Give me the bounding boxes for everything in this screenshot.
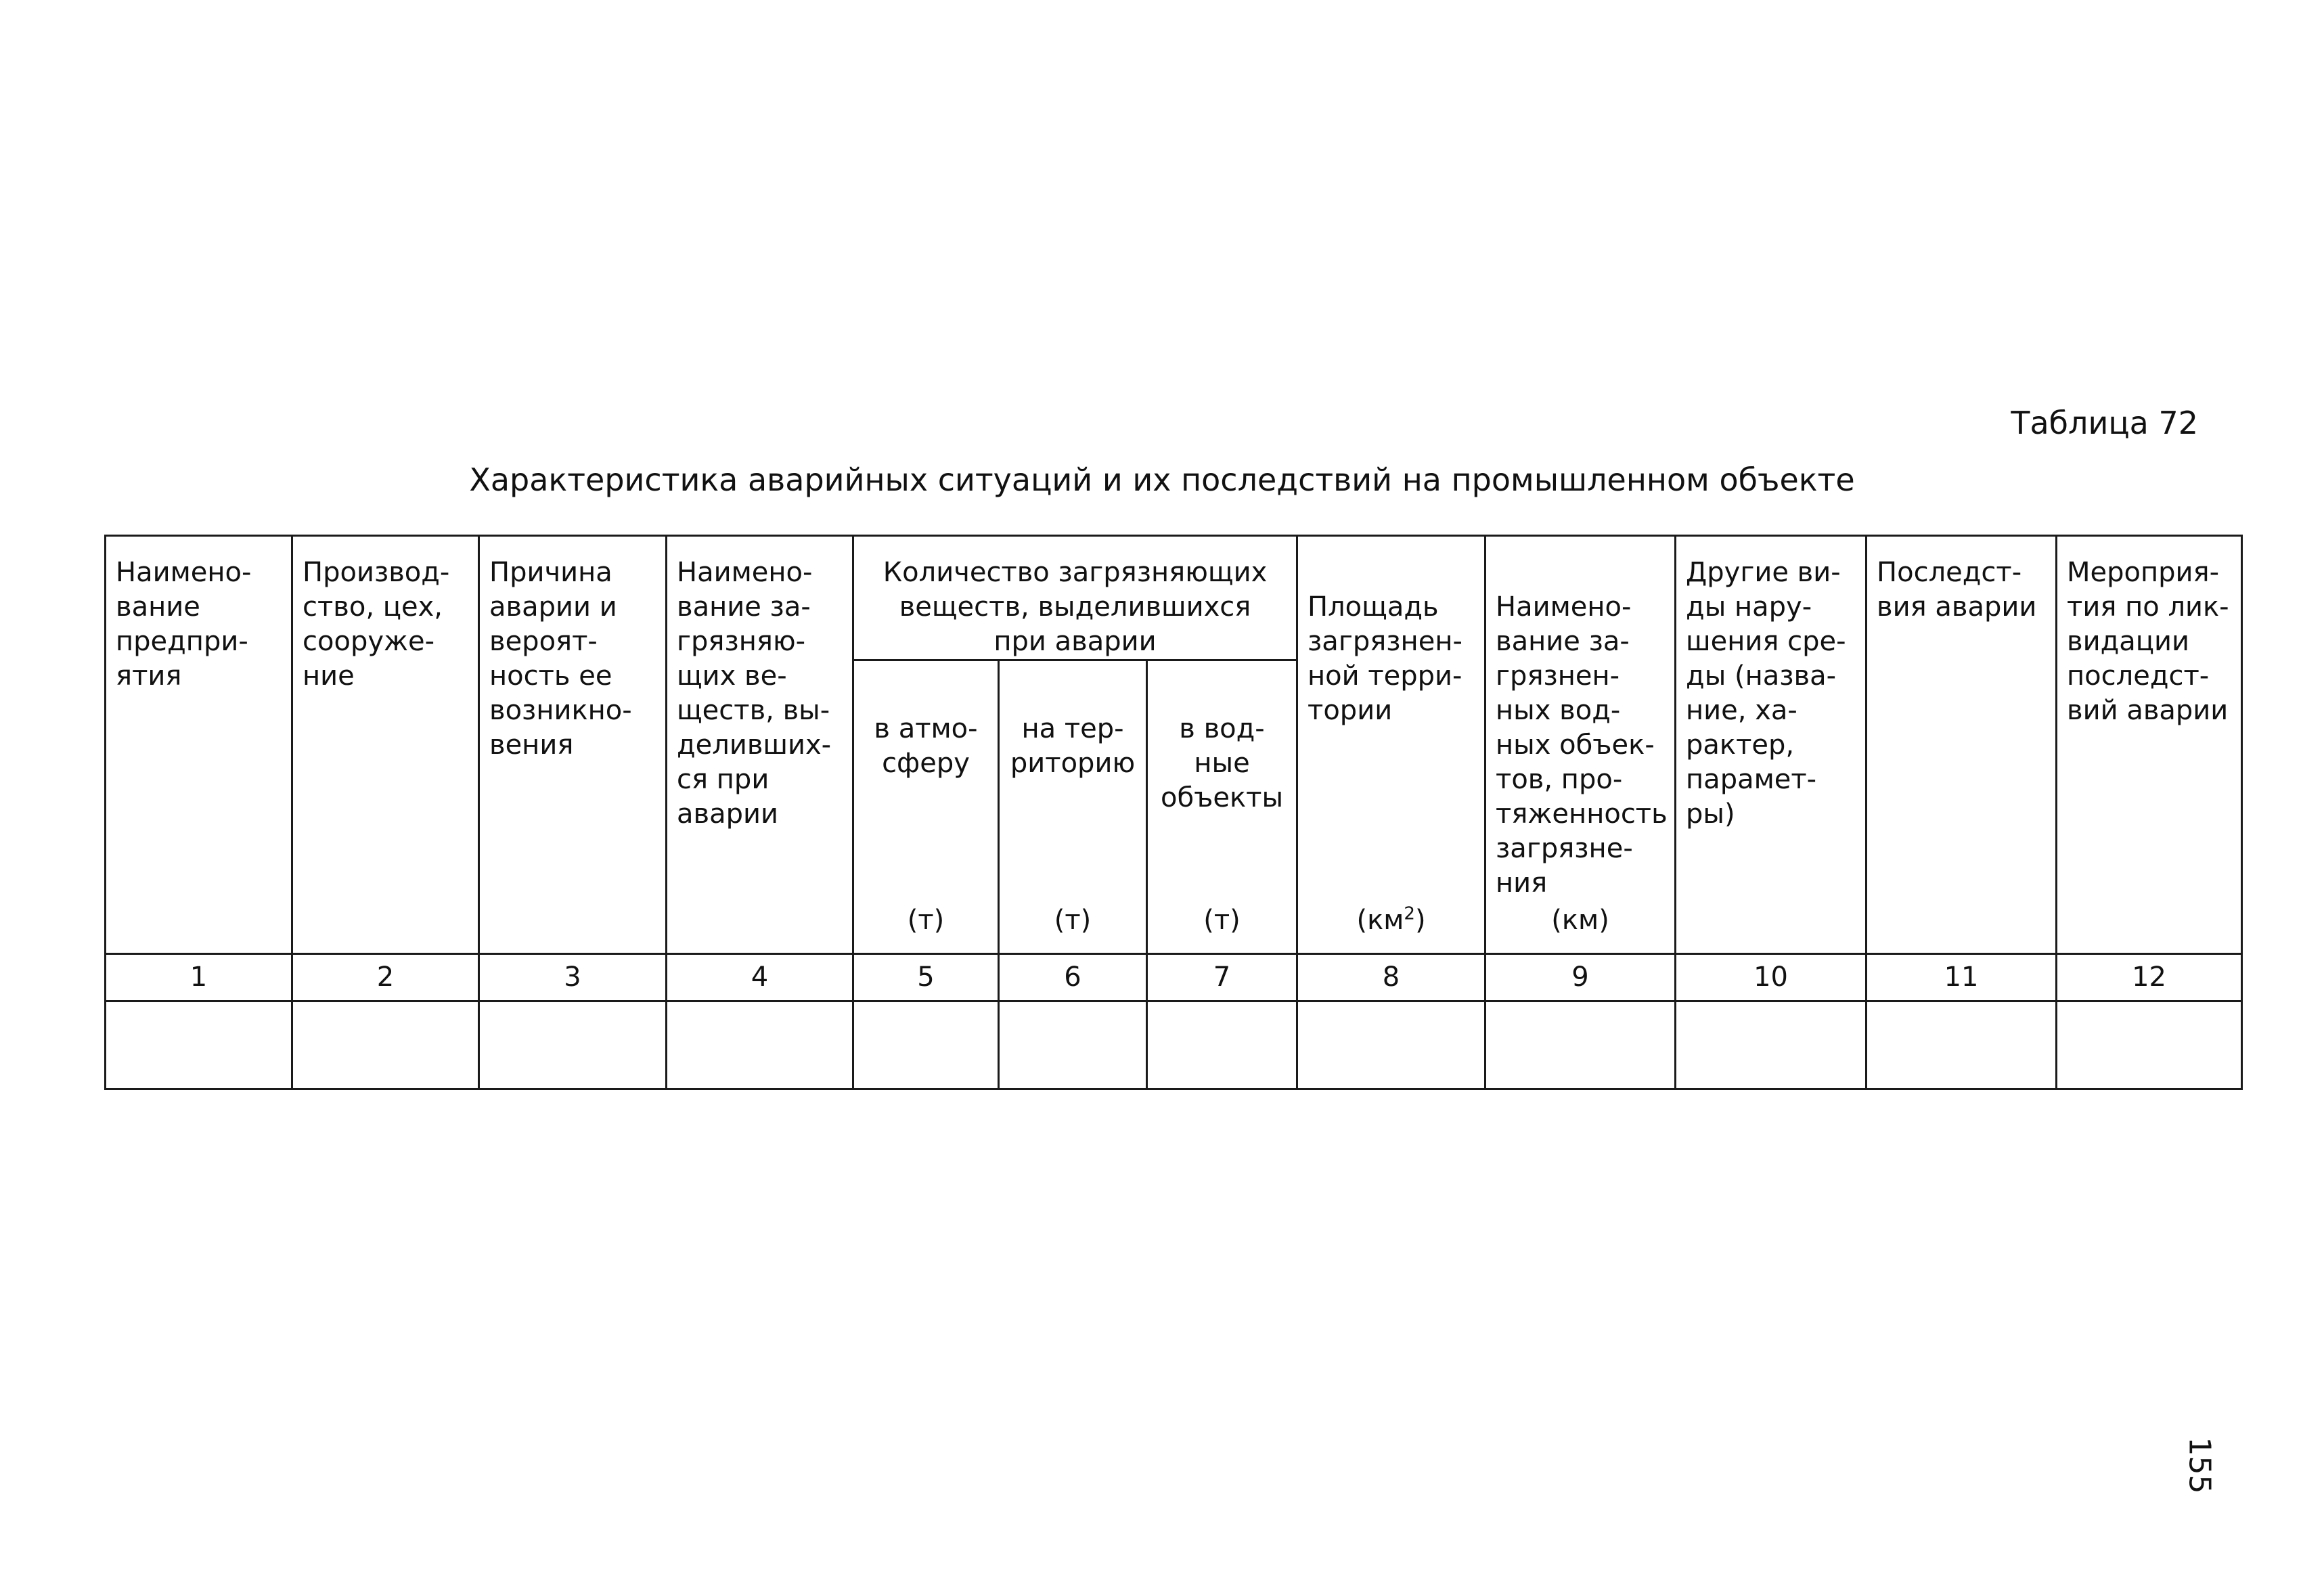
column-number-row <box>106 954 2242 1001</box>
table-cell <box>853 1001 999 1089</box>
page-number: 155 <box>2182 1437 2217 1494</box>
accident-characteristics-table <box>104 535 2243 1090</box>
header-pollutant-names: Наимено- вание за- грязняю- щих ве- ществ, вы- деливших- ся при аварии <box>667 536 853 954</box>
column-number: 1 <box>106 954 292 1001</box>
header-row-1 <box>106 536 2242 660</box>
header-to-atmosphere <box>853 660 999 954</box>
column-number: 8 <box>1297 954 1485 1001</box>
header-polluted-water-bodies-label: Наимено- вание за- грязнен- ных вод- ных объек- тов, про- тяженность загрязне- ния <box>1496 591 1668 899</box>
column-number: 10 <box>1676 954 1867 1001</box>
table-cell <box>1867 1001 2057 1089</box>
unit-water-bodies: (т) <box>1203 905 1241 936</box>
header-other-violations: Другие ви- ды нару- шения сре- ды (назва- ние, ха- рактер, парамет- ры) <box>1676 536 1867 954</box>
header-to-territory <box>999 660 1147 954</box>
header-accident-consequences: Последст- вия аварии <box>1867 536 2057 954</box>
header-to-water-bodies <box>1147 660 1297 954</box>
table-cell <box>1147 1001 1297 1089</box>
table-cell <box>1676 1001 1867 1089</box>
unit-km-superscript: 2 <box>1404 903 1415 924</box>
table-cell <box>106 1001 292 1089</box>
unit-pollution-length: (км) <box>1551 905 1609 936</box>
header-accident-cause: Причина аварии и вероят- ность ее возникно- вения <box>479 536 667 954</box>
header-polluted-water-bodies <box>1485 536 1676 954</box>
table-cell <box>292 1001 479 1089</box>
table-cell <box>1485 1001 1676 1089</box>
column-number: 6 <box>999 954 1147 1001</box>
unit-atmosphere: (т) <box>907 905 945 936</box>
column-number: 3 <box>479 954 667 1001</box>
header-production-unit: Производ- ство, цех, сооруже- ние <box>292 536 479 954</box>
header-enterprise-name: Наимено- вание предпри- ятия <box>106 536 292 954</box>
table-label: Таблица 72 <box>2011 405 2198 441</box>
table-cell <box>667 1001 853 1089</box>
header-to-territory-label: на тер- риторию <box>1010 713 1136 779</box>
unit-close-paren: ) <box>1414 905 1426 936</box>
header-pollutant-quantity: Количество загрязняющих веществ, выделившихся при аварии <box>853 536 1297 660</box>
header-to-atmosphere-label: в атмо- сферу <box>874 713 978 779</box>
table-title: Характеристика аварийных ситуаций и их последствий на промышленном объекте <box>469 461 1855 498</box>
header-polluted-area <box>1297 536 1485 954</box>
table-cell <box>2057 1001 2242 1089</box>
column-number: 9 <box>1485 954 1676 1001</box>
unit-km-label: (км <box>1356 905 1404 936</box>
column-number: 12 <box>2057 954 2242 1001</box>
column-number: 11 <box>1867 954 2057 1001</box>
header-to-water-bodies-label: в вод- ные объекты <box>1160 713 1284 813</box>
table-cell <box>999 1001 1147 1089</box>
empty-data-row <box>106 1001 2242 1089</box>
unit-polluted-area <box>1298 903 1484 938</box>
column-number: 4 <box>667 954 853 1001</box>
header-polluted-area-label: Площадь загрязнен- ной терри- тории <box>1308 591 1462 726</box>
table-cell <box>1297 1001 1485 1089</box>
header-liquidation-measures: Мероприя- тия по лик- видации последст- вий аварии <box>2057 536 2242 954</box>
table-cell <box>479 1001 667 1089</box>
column-number: 2 <box>292 954 479 1001</box>
column-number: 7 <box>1147 954 1297 1001</box>
unit-territory: (т) <box>1054 905 1092 936</box>
column-number: 5 <box>853 954 999 1001</box>
